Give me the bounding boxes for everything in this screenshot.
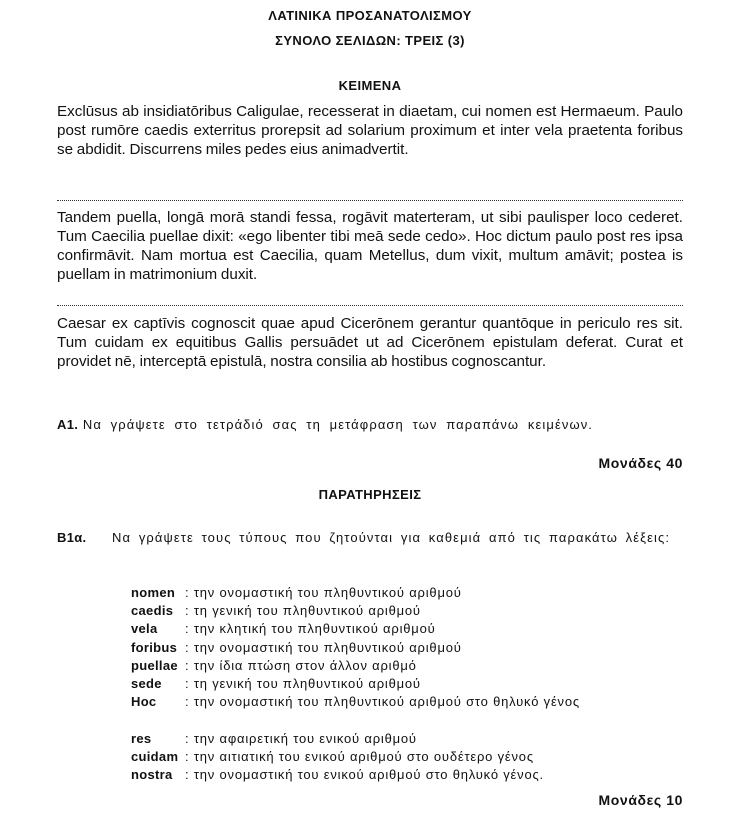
form-request: : την ονομαστική του πληθυντικού αριθμού <box>185 585 462 600</box>
latin-word: Hoc <box>131 694 157 710</box>
latin-text-2: Tandem puella, longā morā standi fessa, rogāvit materteram, ut sibi paulisper loco cederet. Tum Caecilia puellae dixit: «ego libenter tibi meā sede cedo». Hoc dictum paulo post res ipsa confirmāvit. Nam mortua est Caecilia, quam Metellus, dum vixit, multum amāvit; postea is puellam in matrimonium duxit. <box>57 209 683 283</box>
form-request: : την κλητική του πληθυντικού αριθμού <box>185 621 436 637</box>
list-item <box>131 693 691 729</box>
question-text: Να γράψετε τους τύπους που ζητούνται για καθεμιά από τις παρακάτω λέξεις: <box>112 530 671 545</box>
list-item <box>131 766 691 784</box>
latin-word: vela <box>131 621 158 637</box>
form-request: : τη γενική του πληθυντικού αριθμού <box>185 603 421 619</box>
latin-word: sede <box>131 675 162 691</box>
word-list <box>131 584 691 784</box>
dotted-separator <box>57 200 683 201</box>
latin-word: caedis <box>131 603 174 619</box>
points-a1: Μονάδες 40 <box>598 455 683 471</box>
latin-word: nostra <box>131 766 173 782</box>
latin-word: foribus <box>131 639 178 655</box>
form-request: : την ίδια πτώση στον άλλον αριθμό <box>185 657 417 673</box>
latin-text-1: Exclūsus ab insidiatōribus Caligulae, recesserat in diaetam, cui nomen est Hermaeum. Paulo post rumōre caedis exterritus prorepsit ad solarium proximum et inter vela praetenta foribus se abdidit. Discurrens miles pedes eius animadvertit. <box>57 103 683 158</box>
list-item <box>131 748 691 766</box>
latin-word: nomen <box>131 585 176 600</box>
list-item <box>131 675 691 693</box>
list-item <box>131 639 691 657</box>
latin-word: res <box>131 730 152 746</box>
texts-heading: ΚΕΙΜΕΝΑ <box>338 78 402 93</box>
form-request: : την ονομαστική του πληθυντικού αριθμού στο θηλυκό γένος <box>185 694 580 710</box>
dotted-separator <box>57 305 683 306</box>
question-a1 <box>57 414 683 435</box>
list-item <box>131 730 691 748</box>
form-request: : την ονομαστική του ενικού αριθμού στο θηλυκό γένος. <box>185 766 544 782</box>
form-request: : την αιτιατική του ενικού αριθμού στο ουδέτερο γένος <box>185 748 534 764</box>
question-text: Να γράψετε στο τετράδιό σας τη μετάφραση των παραπάνω κειμένων. <box>82 417 594 432</box>
question-label: Α1. <box>57 417 79 432</box>
list-item <box>131 657 691 675</box>
latin-word: cuidam <box>131 748 179 764</box>
question-label: Β1α. <box>57 530 87 545</box>
latin-text-3: Caesar ex captīvis cognoscit quae apud Cicerōnem gerantur quantōque in periculo res sit. Tum cuidam ex equitibus Gallis persuādet ut ad Cicerōnem epistulam deferat. Curat et providet nē, interceptā epistulā, nostra consilia ab hostibus cognoscantur. <box>57 315 683 370</box>
page-count: ΣΥΝΟΛΟ ΣΕΛΙΔΩΝ: ΤΡΕΙΣ (3) <box>275 33 465 48</box>
form-request: : την ονομαστική του πληθυντικού αριθμού <box>185 639 462 655</box>
list-item <box>131 620 691 638</box>
form-request: : τη γενική του πληθυντικού αριθμού <box>185 675 421 691</box>
exam-title: ΛΑΤΙΝΙΚΑ ΠΡΟΣΑΝΑΤΟΛΙΣΜΟΥ <box>268 8 472 23</box>
latin-word: puellae <box>131 657 178 673</box>
list-item <box>131 584 691 602</box>
points-b1a: Μονάδες 10 <box>598 792 683 808</box>
list-item <box>131 602 691 620</box>
form-request: : την αφαιρετική του ενικού αριθμού <box>185 730 417 746</box>
notes-heading: ΠΑΡΑΤΗΡΗΣΕΙΣ <box>318 487 422 502</box>
